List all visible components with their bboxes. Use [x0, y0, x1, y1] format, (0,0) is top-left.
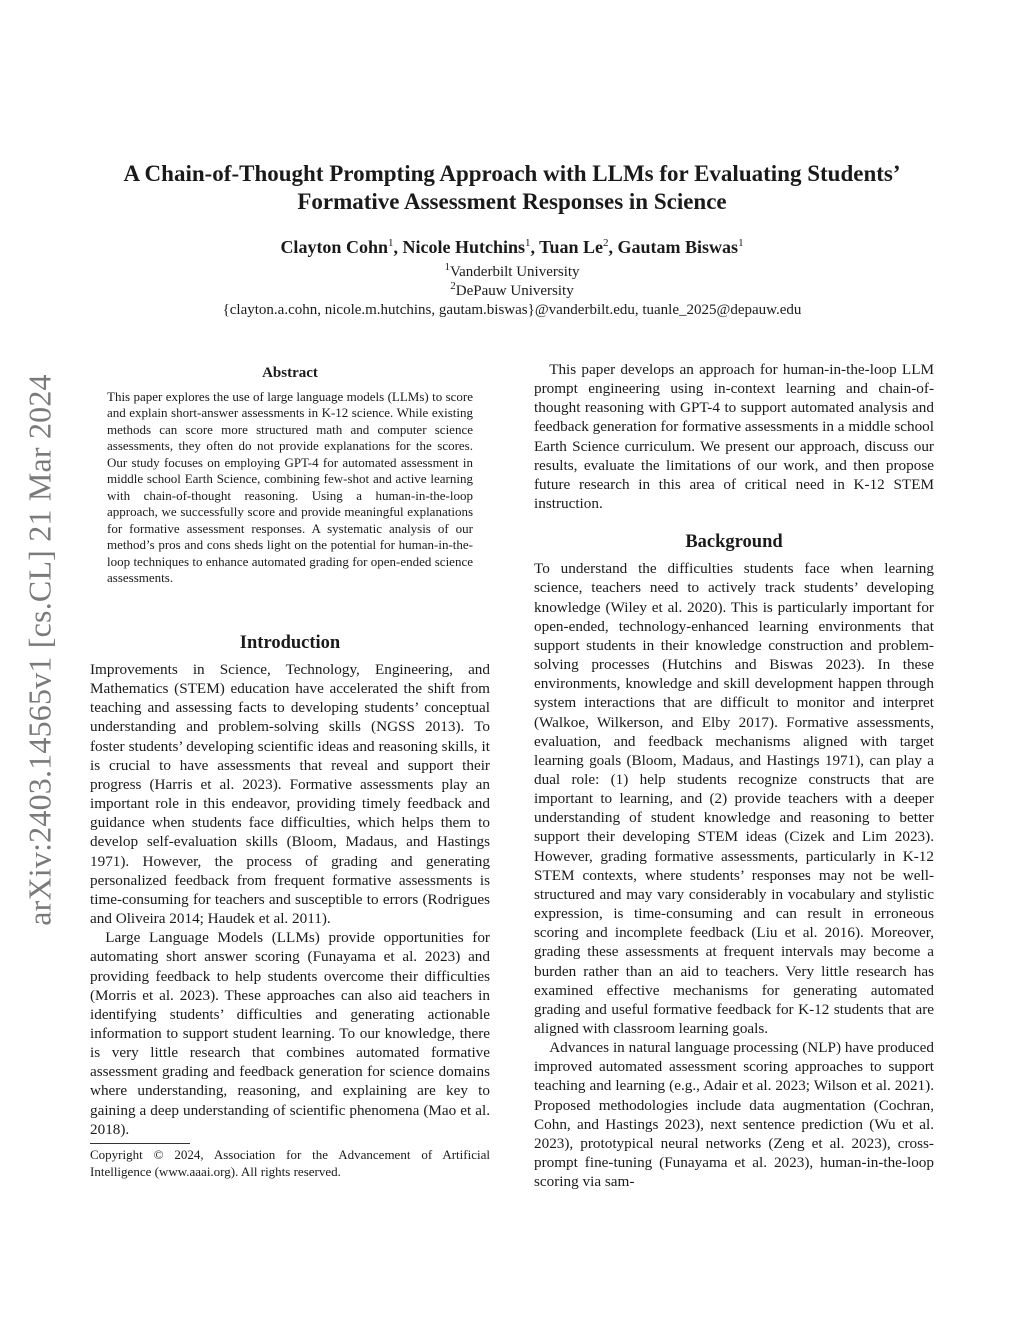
copyright-footnote [90, 1143, 490, 1180]
right-column [534, 360, 934, 1191]
background-paragraph-1: To understand the difficulties students face when learning science, teachers need to actively track students’ developing knowledge (Wiley et al. 2020). This is particularly important for open-ended, technology-enhanced learning environments that support students in their knowledge construction and problem-solving processes (Hutchins and Biswas 2023). In these environments, knowledge and skill development happen through system interactions that are difficult to monitor and interpret (Walkoe, Wilkerson, and Elby 2017). Formative assessments, evaluation, and feedback mechanisms aligned with target learning goals (Bloom, Madaus, and Hastings 1971), can play a dual role: (1) help students recognize constructs that are important to learning, and (2) provide teachers with a deeper understanding of student knowledge and reasoning to better support their developing STEM ideas (Cizek and Lim 2023). However, grading formative assessments, particularly in K-12 STEM contexts, where students’ responses may not be well-structured and may vary considerably in vocabulary and stylistic expression, is time-consuming and can result in erroneous scoring and incomplete feedback (Liu et al. 2016). Moreover, grading these assessments at frequent intervals may become a burden rather than an aid to teachers. Very little research has examined effective mechanisms for generating automated grading and useful formative feedback for K-12 students that are aligned with classroom learning goals. [534, 560, 934, 1037]
copyright-text: Copyright © 2024, Association for the Advancement of Artificial Intelligence (www.aaai.org). All rights reserved. [90, 1147, 490, 1179]
affiliation-1: $^1$Vanderbilt University [444, 261, 580, 280]
author-affil-mark: 2 [603, 237, 609, 249]
background-paragraph-2: Advances in natural language processing (NLP) have produced improved automated assessment scoring approaches to support teaching and learning (e.g., Adair et al. 2023; Wilson et al. 2021). Proposed methodologies include data augmentation (Cochran, Cohn, and Hastings 2023), next sentence prediction (Wu et al. 2023), prototypical neural networks (Zeng et al. 2023), cross-prompt fine-tuning (Funayama et al. 2023), human-in-the-loop scoring via sam- [534, 1039, 934, 1191]
abstract-block [107, 364, 473, 586]
title-line-1: A Chain-of-Thought Prompting Approach with LLMs for Evaluating Students’ [123, 161, 901, 186]
abstract-heading: Abstract [262, 365, 318, 381]
author-name: Nicole Hutchins [402, 237, 525, 257]
abstract-text: This paper explores the use of large language models (LLMs) to score and explain short-answer assessments in K-12 science. While existing methods can score more structured math and computer science assessments, they often do not provide explanations for the scores. Our study focuses on employing GPT-4 for automated assessment in middle school Earth Science, combining few-shot and active learning with chain-of-thought reasoning. Using a human-in-the-loop approach, we successfully score and provide meaningful explanations for formative assessment responses. A systematic analysis of our method’s pros and cons sheds light on the potential for human-in-the-loop techniques to enhance automated grading for open-ended science assessments. [107, 389, 473, 585]
affiliation-2: $^2$DePauw University [450, 280, 574, 299]
paper-title [92, 160, 932, 216]
arxiv-side-stamp: arXiv:2403.14565v1 [cs.CL] 21 Mar 2024 [21, 374, 58, 926]
right-intro-paragraph: This paper develops an approach for human-in-the-loop LLM prompt engineering using in-context learning and chain-of-thought reasoning with GPT-4 to support automated analysis and feedback generation for formative assessments in a middle school Earth Science curriculum. We present our approach, discuss our results, evaluate the limitations of our work, and then propose future research in this area of critical need in K-12 STEM instruction. [534, 361, 934, 513]
author-name: Tuan Le [539, 237, 604, 257]
introduction-paragraph-2: Large Language Models (LLMs) provide opportunities for automating short answer scoring (Funayama et al. 2023) and providing feedback to help students overcome their difficulties (Morris et al. 2023). These approaches can also aid teachers in identifying students’ difficulties and generating actionable information to support student learning. To our knowledge, there is very little research that combines automated formative assessment grading and feedback generation for science domains where understanding, reasoning, and explaining are key to gaining a deep understanding of scientific phenomena (Mao et al. 2018). [90, 929, 490, 1138]
left-column [90, 632, 490, 1139]
author-emails: {clayton.a.cohn, nicole.m.hutchins, gautam.biswas}@vanderbilt.edu, tuanle_2025@depauw.edu [222, 302, 802, 318]
author-name: Clayton Cohn [280, 237, 388, 257]
author-affil-mark: 1 [524, 237, 531, 249]
introduction-heading: Introduction [239, 633, 341, 653]
footnote-rule [90, 1143, 190, 1144]
title-line-2: Formative Assessment Responses in Science [297, 189, 727, 214]
author-list: Clayton Cohn$^1$, Nicole Hutchins$^1$, Tuan Le$^2$, Gautam Biswas$^1$ [280, 237, 744, 257]
author-name: Gautam Biswas [617, 237, 739, 257]
author-affil-mark: 1 [738, 237, 744, 249]
introduction-paragraph-1: Improvements in Science, Technology, Engineering, and Mathematics (STEM) education have accelerated the shift from teaching and assessing facts to developing students’ conceptual understanding and problem-solving skills (NGSS 2013). To foster students’ developing scientific ideas and reasoning skills, it is crucial to have assessments that reveal and support their progress (Harris et al. 2023). Formative assessments play an important role in this endeavor, providing timely feedback and guidance when students face difficulties, which helps them to develop self-evaluation skills (Bloom, Madaus, and Hastings 1971). However, the process of grading and generating personalized feedback from frequent formative assessments is time-consuming for teachers and susceptible to errors (Rodrigues and Oliveira 2014; Haudek et al. 2011). [90, 661, 490, 928]
author-affil-mark: 1 [387, 237, 394, 249]
background-heading: Background [685, 532, 783, 553]
